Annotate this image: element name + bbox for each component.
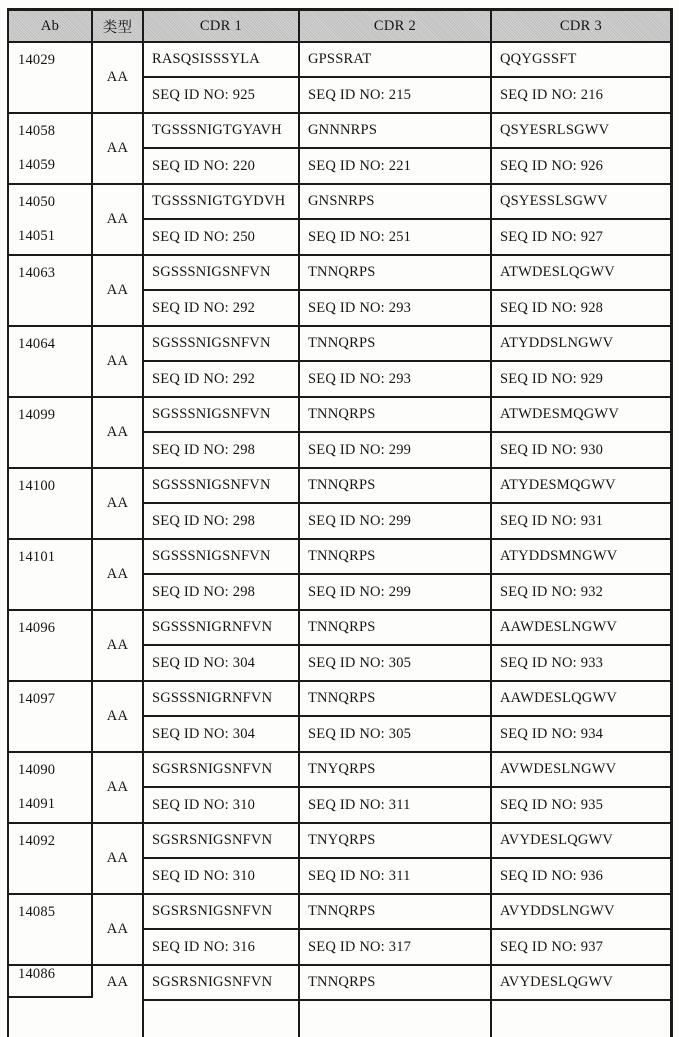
type-cell <box>93 895 144 964</box>
ab-number-secondary <box>18 646 91 681</box>
cdr2-seq-id: SEQ ID NO: 293 <box>308 299 412 316</box>
cdr2-seq-id: SEQ ID NO: 221 <box>308 157 412 174</box>
cdr1-sequence: SGSRSNIGSNFVN <box>144 895 298 930</box>
cdr3-sequence: AAWDESLQGWV <box>492 682 670 717</box>
cdr1-seq-id <box>144 1001 298 1037</box>
cdr1-seq-id: SEQ ID NO: 250 <box>152 228 256 245</box>
cdr3-sequence: QQYGSSFT <box>492 43 670 78</box>
cdr1-sequence: SGSSSNIGSNFVN <box>144 256 298 291</box>
cdr1-cell <box>144 398 300 467</box>
type-value: AA <box>106 282 129 298</box>
cdr1-seq-id: SEQ ID NO: 292 <box>152 370 256 387</box>
type-cell <box>93 682 144 751</box>
cdr2-sequence: TNNQRPS <box>300 682 490 717</box>
type-value: AA <box>106 424 129 440</box>
ab-number-secondary: 14051 <box>18 228 56 245</box>
cdr1-sequence: SGSRSNIGSNFVN <box>144 966 298 1001</box>
cdr3-seq-id <box>492 1001 670 1037</box>
ab-number-secondary <box>18 717 91 752</box>
cdr2-cell <box>300 895 492 964</box>
ab-cell <box>9 682 93 751</box>
header-cdr3: CDR 3 <box>559 17 603 34</box>
cdr1-sequence: SGSRSNIGSNFVN <box>144 753 298 788</box>
ab-cell <box>9 824 93 893</box>
cdr3-cell <box>492 682 670 751</box>
cdr2-sequence: TNNQRPS <box>300 327 490 362</box>
cdr3-sequence: AVYDDSLNGWV <box>492 895 670 930</box>
cdr3-seq-id: SEQ ID NO: 930 <box>500 441 604 458</box>
type-cell <box>93 753 144 822</box>
ab-number-secondary <box>18 504 91 539</box>
cdr3-seq-id: SEQ ID NO: 929 <box>500 370 604 387</box>
cdr2-cell <box>300 469 492 538</box>
cdr2-seq-id <box>300 1001 490 1037</box>
table-body <box>9 43 670 1037</box>
ab-number-secondary <box>18 930 91 965</box>
table-row <box>9 753 670 824</box>
cdr3-sequence: AVYDESLQGWV <box>492 966 670 1001</box>
cdr3-cell <box>492 256 670 325</box>
cdr3-sequence: QSYESRLSGWV <box>492 114 670 149</box>
cdr3-seq-id: SEQ ID NO: 933 <box>500 654 604 671</box>
cdr1-seq-id: SEQ ID NO: 316 <box>152 938 256 955</box>
type-value: AA <box>106 974 129 990</box>
type-value: AA <box>106 708 129 724</box>
ab-number-primary: 14090 <box>18 761 56 778</box>
type-value: AA <box>106 140 129 156</box>
ab-number-secondary <box>18 433 91 468</box>
cdr1-seq-id: SEQ ID NO: 298 <box>152 512 256 529</box>
cdr2-cell <box>300 540 492 609</box>
cdr2-cell <box>300 398 492 467</box>
table-row <box>9 895 670 966</box>
cdr3-cell <box>492 327 670 396</box>
cdr3-seq-id: SEQ ID NO: 928 <box>500 299 604 316</box>
cdr2-sequence: TNNQRPS <box>300 966 490 1001</box>
cdr2-cell <box>300 966 492 1037</box>
ab-number-primary: 14096 <box>18 619 56 636</box>
cdr1-cell <box>144 256 300 325</box>
cdr3-seq-id: SEQ ID NO: 216 <box>500 86 604 103</box>
cdr2-seq-id: SEQ ID NO: 299 <box>308 441 412 458</box>
cdr1-sequence: SGSSSNIGSNFVN <box>144 540 298 575</box>
ab-number-primary: 14097 <box>18 690 56 707</box>
table-row <box>9 185 670 256</box>
cdr2-seq-id: SEQ ID NO: 299 <box>308 583 412 600</box>
ab-number-primary: 14064 <box>18 335 56 352</box>
ab-cell <box>9 611 93 680</box>
cdr2-seq-id: SEQ ID NO: 299 <box>308 512 412 529</box>
type-cell <box>93 824 144 893</box>
ab-number-primary: 14092 <box>18 832 56 849</box>
ab-number-secondary <box>18 575 91 610</box>
cdr3-seq-id: SEQ ID NO: 934 <box>500 725 604 742</box>
ab-cell <box>9 114 93 183</box>
cdr1-seq-id: SEQ ID NO: 298 <box>152 441 256 458</box>
ab-number-primary: 14099 <box>18 406 56 423</box>
cdr1-seq-id: SEQ ID NO: 220 <box>152 157 256 174</box>
table-row <box>9 966 670 1037</box>
ab-cell <box>9 398 93 467</box>
ab-number-secondary <box>18 78 91 113</box>
cdr3-sequence: ATYDDSLNGWV <box>492 327 670 362</box>
cdr3-cell <box>492 398 670 467</box>
cdr3-cell <box>492 966 670 1037</box>
cdr2-sequence: TNYQRPS <box>300 753 490 788</box>
cdr1-sequence: SGSSSNIGSNFVN <box>144 327 298 362</box>
cdr3-sequence: ATYDESMQGWV <box>492 469 670 504</box>
ab-number-primary: 14101 <box>18 548 56 565</box>
table-row <box>9 611 670 682</box>
type-cell <box>93 43 144 112</box>
cdr2-sequence: TNNQRPS <box>300 540 490 575</box>
ab-cell <box>9 753 93 822</box>
cdr1-sequence: SGSSSNIGRNFVN <box>144 611 298 646</box>
cdr2-cell <box>300 256 492 325</box>
cdr3-cell <box>492 114 670 183</box>
type-cell <box>93 540 144 609</box>
cdr1-sequence: SGSRSNIGSNFVN <box>144 824 298 859</box>
cdr2-seq-id: SEQ ID NO: 251 <box>308 228 412 245</box>
cdr2-sequence: TNYQRPS <box>300 824 490 859</box>
cdr3-cell <box>492 43 670 112</box>
cdr3-sequence: AVYDESLQGWV <box>492 824 670 859</box>
type-value: AA <box>106 353 129 369</box>
table-row <box>9 398 670 469</box>
cdr3-cell <box>492 540 670 609</box>
ab-number-primary: 14100 <box>18 477 56 494</box>
cdr1-cell <box>144 895 300 964</box>
cdr1-seq-id: SEQ ID NO: 304 <box>152 654 256 671</box>
cdr2-seq-id: SEQ ID NO: 215 <box>308 86 412 103</box>
type-cell <box>93 256 144 325</box>
ab-cell <box>9 540 93 609</box>
type-value: AA <box>106 69 129 85</box>
ab-number-secondary: 14091 <box>18 796 56 813</box>
ab-number-primary: 14058 <box>18 122 56 139</box>
cdr3-sequence: ATYDDSMNGWV <box>492 540 670 575</box>
cdr3-seq-id: SEQ ID NO: 927 <box>500 228 604 245</box>
ab-number-secondary <box>18 859 91 894</box>
ab-number-primary: 14029 <box>18 51 56 68</box>
type-cell <box>93 327 144 396</box>
cdr3-seq-id: SEQ ID NO: 937 <box>500 938 604 955</box>
ab-number-primary: 14063 <box>18 264 56 281</box>
cdr1-sequence: SGSSSNIGSNFVN <box>144 398 298 433</box>
cdr3-seq-id: SEQ ID NO: 932 <box>500 583 604 600</box>
ab-number-secondary <box>18 983 91 996</box>
cdr1-seq-id: SEQ ID NO: 304 <box>152 725 256 742</box>
ab-cell <box>9 43 93 112</box>
type-value: AA <box>106 211 129 227</box>
ab-cell <box>9 469 93 538</box>
cdr2-sequence: TNNQRPS <box>300 256 490 291</box>
type-value: AA <box>106 566 129 582</box>
type-value: AA <box>106 495 129 511</box>
table-row <box>9 327 670 398</box>
cdr1-cell <box>144 966 300 1037</box>
cdr3-seq-id: SEQ ID NO: 931 <box>500 512 604 529</box>
cdr2-sequence: GNNNRPS <box>300 114 490 149</box>
type-cell <box>93 185 144 254</box>
cdr3-cell <box>492 753 670 822</box>
cdr2-cell <box>300 327 492 396</box>
cdr2-cell <box>300 611 492 680</box>
ab-number-secondary <box>18 291 91 326</box>
type-value: AA <box>106 779 129 795</box>
cdr1-sequence: TGSSSNIGTGYAVH <box>144 114 298 149</box>
ab-number-secondary <box>18 362 91 397</box>
cdr1-cell <box>144 540 300 609</box>
ab-number-primary: 14085 <box>18 903 56 920</box>
table-row <box>9 824 670 895</box>
cdr1-seq-id: SEQ ID NO: 310 <box>152 867 256 884</box>
table-row <box>9 43 670 114</box>
cdr2-cell <box>300 185 492 254</box>
cdr1-seq-id: SEQ ID NO: 925 <box>152 86 256 103</box>
cdr3-sequence: ATWDESLQGWV <box>492 256 670 291</box>
cdr3-seq-id: SEQ ID NO: 926 <box>500 157 604 174</box>
cdr3-seq-id: SEQ ID NO: 936 <box>500 867 604 884</box>
header-type: 类型 <box>93 11 144 41</box>
cdr2-sequence: TNNQRPS <box>300 469 490 504</box>
cdr2-seq-id: SEQ ID NO: 305 <box>308 725 412 742</box>
table-row <box>9 469 670 540</box>
table-row <box>9 682 670 753</box>
cdr1-cell <box>144 185 300 254</box>
ab-cell <box>9 327 93 396</box>
cdr1-cell <box>144 114 300 183</box>
type-cell <box>93 398 144 467</box>
cdr1-sequence: SGSSSNIGRNFVN <box>144 682 298 717</box>
cdr2-sequence: GPSSRAT <box>300 43 490 78</box>
cdr2-seq-id: SEQ ID NO: 293 <box>308 370 412 387</box>
ab-number-primary: 14086 <box>18 966 56 982</box>
cdr3-cell <box>492 824 670 893</box>
cdr3-cell <box>492 895 670 964</box>
type-cell <box>93 469 144 538</box>
cdr1-sequence: RASQSISSSYLA <box>144 43 298 78</box>
cdr2-sequence: GNSNRPS <box>300 185 490 220</box>
cdr1-cell <box>144 469 300 538</box>
cdr1-cell <box>144 43 300 112</box>
cdr3-cell <box>492 185 670 254</box>
header-ab: Ab <box>9 11 93 41</box>
header-cdr2: CDR 2 <box>300 11 492 41</box>
cdr3-sequence: ATWDESMQGWV <box>492 398 670 433</box>
cdr1-cell <box>144 682 300 751</box>
cdr2-seq-id: SEQ ID NO: 311 <box>308 867 411 884</box>
type-cell <box>93 114 144 183</box>
cdr2-seq-id: SEQ ID NO: 311 <box>308 796 411 813</box>
type-value: AA <box>106 850 129 866</box>
table-row <box>9 540 670 611</box>
ab-number-secondary: 14059 <box>18 157 56 174</box>
cdr2-cell <box>300 114 492 183</box>
type-value: AA <box>106 921 129 937</box>
cdr3-cell <box>492 611 670 680</box>
cdr3-sequence: AAWDESLNGWV <box>492 611 670 646</box>
cdr2-sequence: TNNQRPS <box>300 611 490 646</box>
cdr2-cell <box>300 682 492 751</box>
ab-cell <box>9 256 93 325</box>
cdr2-cell <box>300 753 492 822</box>
cdr1-seq-id: SEQ ID NO: 298 <box>152 583 256 600</box>
type-value: AA <box>106 637 129 653</box>
cdr-sequence-table <box>7 8 673 1037</box>
cdr2-seq-id: SEQ ID NO: 317 <box>308 938 412 955</box>
cdr3-seq-id: SEQ ID NO: 935 <box>500 796 604 813</box>
cdr1-cell <box>144 327 300 396</box>
cdr3-cell <box>492 469 670 538</box>
cdr1-cell <box>144 611 300 680</box>
cdr1-cell <box>144 753 300 822</box>
cdr2-sequence: TNNQRPS <box>300 398 490 433</box>
cdr1-cell <box>144 824 300 893</box>
cdr1-sequence: SGSSSNIGSNFVN <box>144 469 298 504</box>
cdr2-cell <box>300 824 492 893</box>
header-cdr1: CDR 1 <box>144 11 300 41</box>
cdr2-cell <box>300 43 492 112</box>
cdr1-seq-id: SEQ ID NO: 292 <box>152 299 256 316</box>
cdr3-sequence: AVWDESLNGWV <box>492 753 670 788</box>
cdr2-seq-id: SEQ ID NO: 305 <box>308 654 412 671</box>
type-cell <box>93 611 144 680</box>
cdr1-sequence: TGSSSNIGTGYDVH <box>144 185 298 220</box>
table-row <box>9 114 670 185</box>
table-header-row <box>9 11 670 43</box>
cdr3-sequence: QSYESSLSGWV <box>492 185 670 220</box>
cdr2-sequence: TNNQRPS <box>300 895 490 930</box>
ab-cell <box>9 966 93 998</box>
ab-cell <box>9 895 93 964</box>
table-row <box>9 256 670 327</box>
type-cell <box>93 966 144 1037</box>
ab-number-primary: 14050 <box>18 193 56 210</box>
ab-cell <box>9 185 93 254</box>
cdr1-seq-id: SEQ ID NO: 310 <box>152 796 256 813</box>
